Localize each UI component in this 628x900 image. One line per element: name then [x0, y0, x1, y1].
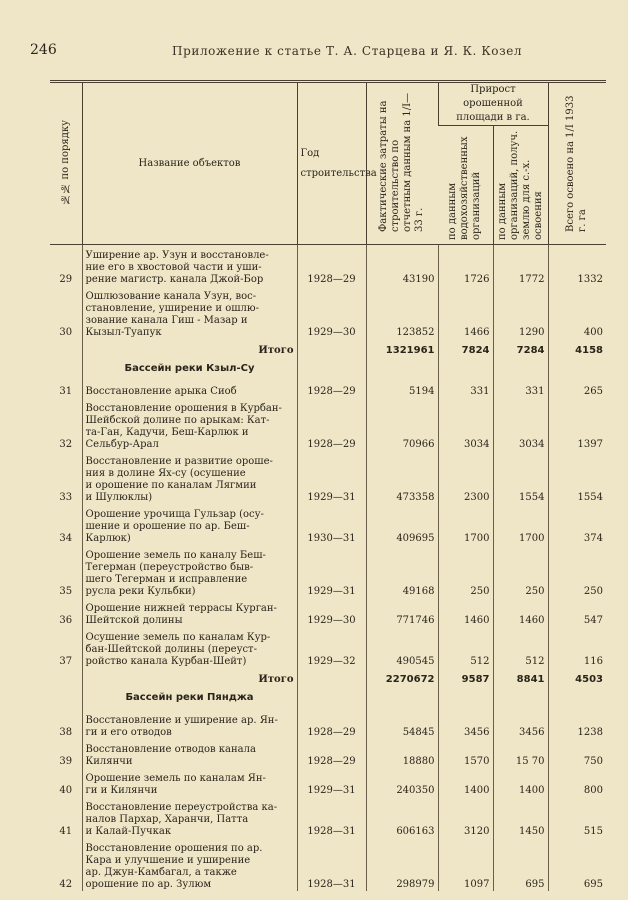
total-label: Итого	[82, 339, 297, 357]
object-name	[82, 545, 297, 598]
object-name	[82, 710, 297, 739]
increase-water-orgs: 1726	[438, 245, 493, 286]
construction-years: 1928—29	[297, 739, 366, 768]
section-blank	[50, 357, 82, 381]
increase-water-orgs: 3456	[438, 710, 493, 739]
area-mastered: 400	[548, 286, 606, 339]
col-header-no: №№ по порядку	[50, 82, 82, 245]
construction-years: 1929—30	[297, 286, 366, 339]
object-name-line: Осушение земель по каналам Кур-	[85, 631, 271, 643]
object-name-line: ги и его отводов	[85, 726, 172, 738]
col-header-cost: Фактические затраты на строительство по отчетным данным на 1/I—33 г.	[366, 82, 438, 245]
total-inc-agri: 7284	[493, 339, 548, 357]
row-number: 38	[59, 726, 73, 738]
actual-cost: 70966	[366, 398, 438, 451]
row-number: 35	[59, 585, 73, 597]
section-blank	[366, 686, 438, 710]
total-inc-water: 7824	[438, 339, 493, 357]
increase-water-orgs: 1570	[438, 739, 493, 768]
increase-agri-orgs: 3034	[493, 398, 548, 451]
object-name-line: Восстановление и развитие ороше-	[85, 455, 273, 467]
table-row	[50, 838, 606, 891]
object-name-line: Тегерман (переустройство быв-	[85, 561, 254, 573]
row-number: 41	[59, 825, 73, 837]
object-name-line: Кара и улучшение и уширение	[85, 854, 251, 866]
actual-cost: 43190	[366, 245, 438, 286]
area-mastered: 116	[548, 627, 606, 668]
row-number: 33	[59, 491, 73, 503]
row-number: 37	[59, 655, 73, 667]
actual-cost: 18880	[366, 739, 438, 768]
construction-years: 1928—29	[297, 381, 366, 398]
col-header-inc-water: по данным водохозяйственных организаций	[438, 126, 493, 245]
total-mastered: 4503	[548, 668, 606, 686]
area-mastered: 1332	[548, 245, 606, 286]
construction-years: 1929—31	[297, 545, 366, 598]
construction-years: 1928—29	[297, 398, 366, 451]
row-number: 42	[59, 878, 73, 890]
object-name-line: Уширение ар. Узун и восстановле-	[85, 249, 269, 261]
table-row	[50, 451, 606, 504]
total-cost: 1321961	[366, 339, 438, 357]
object-name-line: Килянчи	[85, 755, 133, 767]
object-name-line: зование канала Гиш - Мазар и	[85, 314, 248, 326]
object-name-line: Восстановление арыка Сиоб	[85, 385, 237, 397]
col-header-mastered: Всего освоено на 1/I 1933 г. га	[548, 82, 606, 245]
increase-agri-orgs: 1554	[493, 451, 548, 504]
increase-water-orgs: 1460	[438, 598, 493, 627]
page-header	[0, 42, 628, 62]
object-name-line: бан-Шейтской долины (переуст-	[85, 643, 257, 655]
actual-cost: 298979	[366, 838, 438, 891]
page-number: 246	[30, 42, 57, 58]
section-blank	[548, 357, 606, 381]
increase-water-orgs: 1700	[438, 504, 493, 545]
increase-agri-orgs: 512	[493, 627, 548, 668]
table-row	[50, 545, 606, 598]
increase-agri-orgs: 1290	[493, 286, 548, 339]
table-row	[50, 381, 606, 398]
object-name-line: Восстановление орошения в Курбан-	[85, 402, 282, 414]
object-name-line: Шейтской долины	[85, 614, 183, 626]
section-blank	[50, 686, 82, 710]
object-name-line: русла реки Кульбки)	[85, 585, 196, 597]
object-name-line: и Шулюклы)	[85, 491, 153, 503]
area-mastered: 515	[548, 797, 606, 838]
object-name	[82, 451, 297, 504]
object-name-line: Орошение земель по каналу Беш-	[85, 549, 266, 561]
object-name-line: Ошлюзование канала Узун, вос-	[85, 290, 257, 302]
table-row	[50, 627, 606, 668]
row-number: 39	[59, 755, 73, 767]
total-inc-agri: 8841	[493, 668, 548, 686]
construction-years: 1929—31	[297, 451, 366, 504]
total-row	[50, 339, 606, 357]
objects-table	[50, 80, 606, 891]
area-mastered: 1554	[548, 451, 606, 504]
object-name-line: Восстановление и уширение ар. Ян-	[85, 714, 278, 726]
actual-cost: 771746	[366, 598, 438, 627]
object-name-line: налов Пархар, Харанчи, Патта	[85, 813, 249, 825]
object-name	[82, 398, 297, 451]
actual-cost: 5194	[366, 381, 438, 398]
construction-years: 1929—30	[297, 598, 366, 627]
section-title: Бассейн реки Пянджа	[82, 686, 297, 710]
increase-water-orgs: 250	[438, 545, 493, 598]
area-mastered: 800	[548, 768, 606, 797]
increase-agri-orgs: 1772	[493, 245, 548, 286]
area-mastered: 1397	[548, 398, 606, 451]
area-mastered: 265	[548, 381, 606, 398]
col-header-year: Год строительства	[297, 82, 366, 245]
object-name	[82, 245, 297, 286]
area-mastered: 250	[548, 545, 606, 598]
actual-cost: 490545	[366, 627, 438, 668]
table-row	[50, 768, 606, 797]
object-name-line: ги и Килянчи	[85, 784, 158, 796]
increase-agri-orgs: 3456	[493, 710, 548, 739]
actual-cost: 49168	[366, 545, 438, 598]
section-blank	[493, 357, 548, 381]
increase-water-orgs: 1097	[438, 838, 493, 891]
col-header-name: Название объектов	[82, 82, 297, 245]
col-header-increase: Прирост орошенной площади в га.	[438, 82, 548, 126]
section-blank	[438, 357, 493, 381]
object-name	[82, 768, 297, 797]
table-row	[50, 797, 606, 838]
total-mastered: 4158	[548, 339, 606, 357]
object-name-line: Восстановление переустройства ка-	[85, 801, 278, 813]
area-mastered: 695	[548, 838, 606, 891]
increase-water-orgs: 331	[438, 381, 493, 398]
actual-cost: 240350	[366, 768, 438, 797]
actual-cost: 54845	[366, 710, 438, 739]
total-blank	[297, 668, 366, 686]
area-mastered: 374	[548, 504, 606, 545]
table-row	[50, 710, 606, 739]
object-name-line: ар. Джун-Камбагал, а также	[85, 866, 237, 878]
object-name	[82, 797, 297, 838]
row-number: 29	[59, 273, 73, 285]
section-title: Бассейн реки Кзыл-Су	[82, 357, 297, 381]
construction-years: 1929—31	[297, 768, 366, 797]
object-name-line: шего Тегерман и исправление	[85, 573, 248, 585]
row-number: 34	[59, 532, 73, 544]
construction-years: 1930—31	[297, 504, 366, 545]
object-name-line: ния в долине Ях-су (осушение	[85, 467, 246, 479]
object-name	[82, 838, 297, 891]
increase-water-orgs: 1466	[438, 286, 493, 339]
object-name-line: та-Ган, Кадучи, Беш-Карлюк и	[85, 426, 249, 438]
object-name-line: Сельбур-Арал	[85, 438, 159, 450]
actual-cost: 606163	[366, 797, 438, 838]
object-name-line: Восстановление отводов канала	[85, 743, 256, 755]
increase-water-orgs: 512	[438, 627, 493, 668]
increase-agri-orgs: 331	[493, 381, 548, 398]
area-mastered: 1238	[548, 710, 606, 739]
object-name-line: Кызыл-Туапук	[85, 326, 162, 338]
increase-water-orgs: 3034	[438, 398, 493, 451]
total-blank	[297, 339, 366, 357]
construction-years: 1928—31	[297, 838, 366, 891]
object-name-line: и Калай-Пучкак	[85, 825, 172, 837]
section-blank	[366, 357, 438, 381]
construction-years: 1929—32	[297, 627, 366, 668]
section-blank	[548, 686, 606, 710]
table-row	[50, 504, 606, 545]
row-number: 32	[59, 438, 73, 450]
object-name-line: шение и орошение по ар. Беш-	[85, 520, 250, 532]
object-name-line: рение магистр. канала Джой-Бор	[85, 273, 264, 285]
actual-cost: 409695	[366, 504, 438, 545]
section-row	[50, 686, 606, 710]
object-name-line: и орошение по каналам Лягмии	[85, 479, 257, 491]
table-row	[50, 398, 606, 451]
object-name-line: орошение по ар. Зулюм	[85, 878, 212, 890]
table-row	[50, 286, 606, 339]
row-number: 40	[59, 784, 73, 796]
increase-agri-orgs: 250	[493, 545, 548, 598]
object-name	[82, 598, 297, 627]
object-name-line: становление, уширение и ошлю-	[85, 302, 259, 314]
object-name-line: ройство канала Курбан-Шейт)	[85, 655, 247, 667]
construction-years: 1928—29	[297, 710, 366, 739]
object-name	[82, 739, 297, 768]
increase-water-orgs: 3120	[438, 797, 493, 838]
section-blank	[493, 686, 548, 710]
increase-agri-orgs: 1400	[493, 768, 548, 797]
object-name-line: Шейбской долине по арыкам: Кат-	[85, 414, 270, 426]
increase-agri-orgs: 1450	[493, 797, 548, 838]
col-header-inc-agri: по данным организаций, получ. землю для с.-х. освоения	[493, 126, 548, 245]
total-inc-water: 9587	[438, 668, 493, 686]
object-name-line: Орошение нижней террасы Курган-	[85, 602, 277, 614]
increase-water-orgs: 2300	[438, 451, 493, 504]
total-cost: 2270672	[366, 668, 438, 686]
object-name	[82, 286, 297, 339]
object-name-line: Карлюк)	[85, 532, 131, 544]
running-title: Приложение к статье Т. А. Старцева и Я. К. Козел	[172, 44, 523, 58]
actual-cost: 123852	[366, 286, 438, 339]
object-name-line: ние его в хвостовой части и уши-	[85, 261, 262, 273]
increase-water-orgs: 1400	[438, 768, 493, 797]
table-body	[50, 245, 606, 891]
object-name-line: Орошение земель по каналам Ян-	[85, 772, 266, 784]
construction-years: 1928—29	[297, 245, 366, 286]
area-mastered: 547	[548, 598, 606, 627]
table-row	[50, 245, 606, 286]
object-name	[82, 381, 297, 398]
object-name	[82, 504, 297, 545]
total-blank	[50, 668, 82, 686]
total-label: Итого	[82, 668, 297, 686]
section-blank	[438, 686, 493, 710]
object-name	[82, 627, 297, 668]
total-row	[50, 668, 606, 686]
actual-cost: 473358	[366, 451, 438, 504]
area-mastered: 750	[548, 739, 606, 768]
section-row	[50, 357, 606, 381]
row-number: 30	[59, 326, 73, 338]
row-number: 31	[59, 385, 73, 397]
object-name-line: Восстановление орошения по ар.	[85, 842, 263, 854]
increase-agri-orgs: 695	[493, 838, 548, 891]
total-blank	[50, 339, 82, 357]
construction-years: 1928—31	[297, 797, 366, 838]
increase-agri-orgs: 1460	[493, 598, 548, 627]
increase-agri-orgs: 1700	[493, 504, 548, 545]
section-blank	[297, 686, 366, 710]
increase-agri-orgs: 15 70	[493, 739, 548, 768]
object-name-line: Орошение урочища Гульзар (осу-	[85, 508, 264, 520]
section-blank	[297, 357, 366, 381]
table-row	[50, 739, 606, 768]
row-number: 36	[59, 614, 73, 626]
table-row	[50, 598, 606, 627]
